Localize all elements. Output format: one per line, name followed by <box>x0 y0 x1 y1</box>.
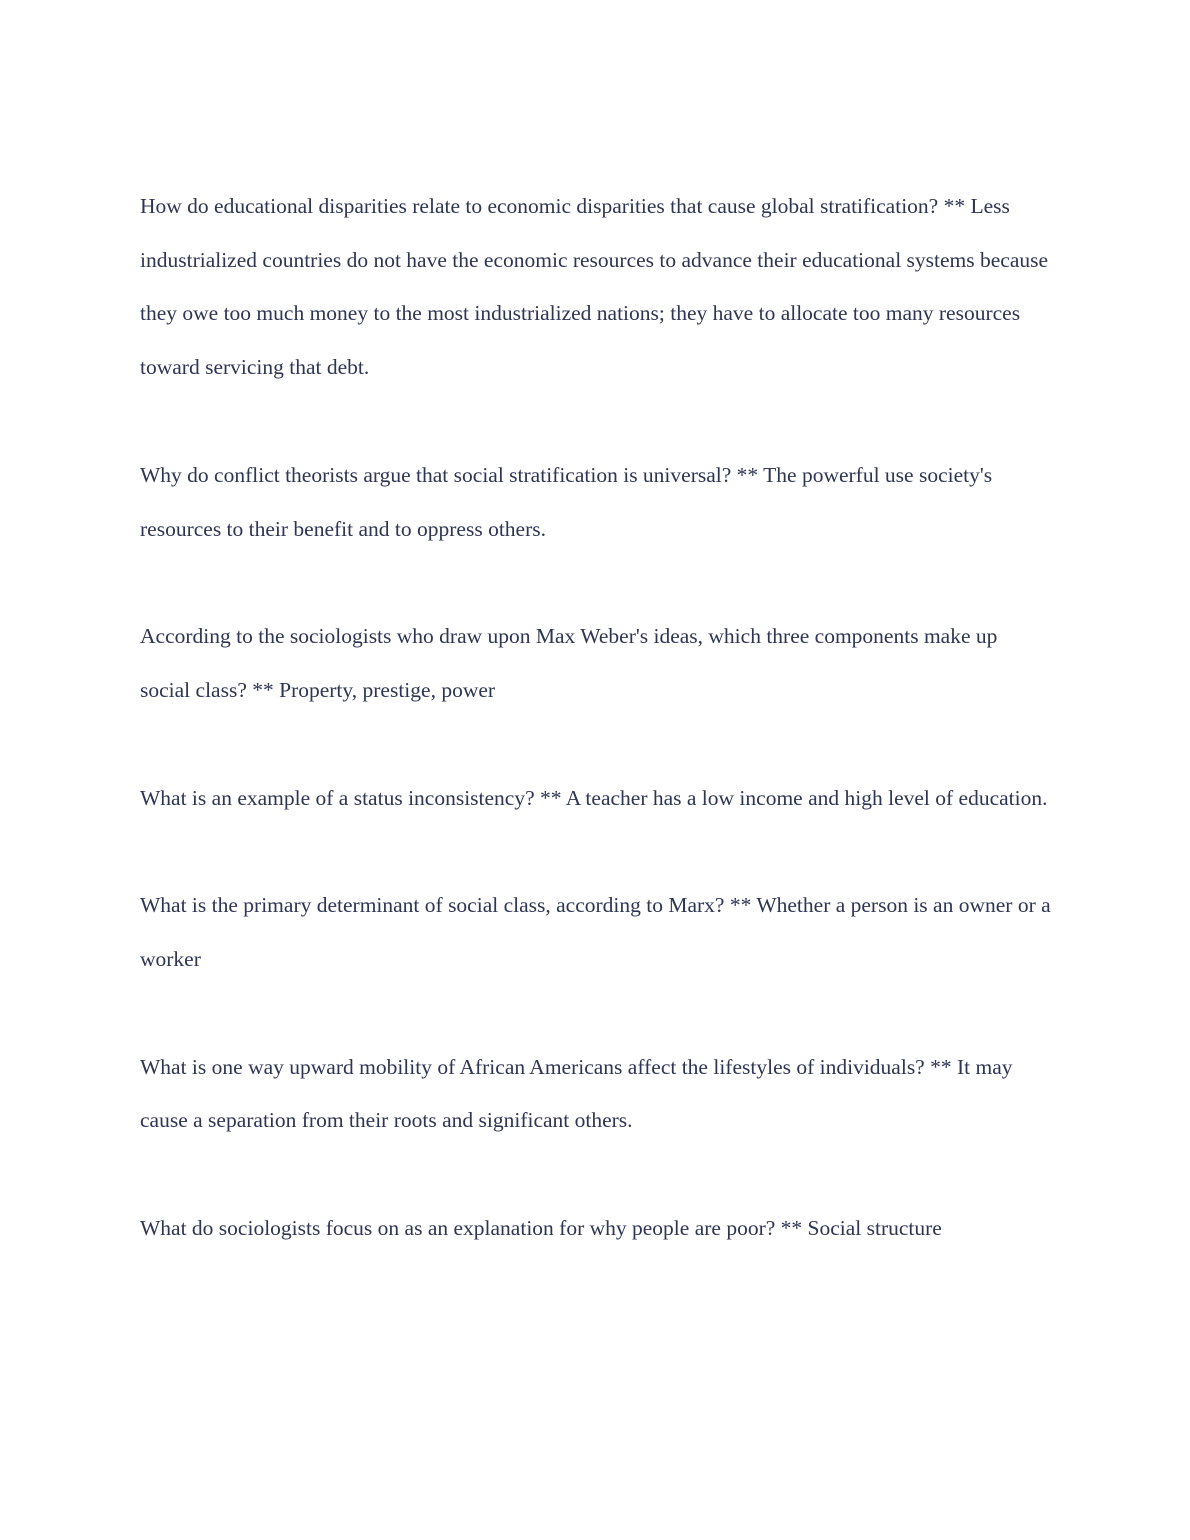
qa-paragraph-2: Why do conflict theorists argue that social stratification is universal? ** The powerful use society's resources to their benefit and to oppress others. <box>140 462 993 541</box>
qa-paragraph-5: What is the primary determinant of social class, according to Marx? ** Whether a person is an owner or a worker <box>140 893 1051 972</box>
qa-paragraph-3: According to the sociologists who draw upon Max Weber's ideas, which three components make up social class? ** Property, prestige, power <box>140 624 998 702</box>
qa-paragraph-4: What is an example of a status inconsistency? ** A teacher has a low income and high level of education. <box>140 785 1048 810</box>
qa-paragraph-1: How do educational disparities relate to economic disparities that cause global stratification? ** Less industrialized countries do not have the economic resources to advance their educational systems because they owe too much money to the most industrialized nations; they have to allocate too many resources toward servicing that debt. <box>140 194 1049 380</box>
document-body <box>140 180 1052 1310</box>
qa-paragraph-7: What do sociologists focus on as an explanation for why people are poor? ** Social structure <box>140 1216 942 1241</box>
qa-paragraph-6: What is one way upward mobility of African Americans affect the lifestyles of individuals? ** It may cause a separation from their roots and significant others. <box>140 1054 1013 1133</box>
